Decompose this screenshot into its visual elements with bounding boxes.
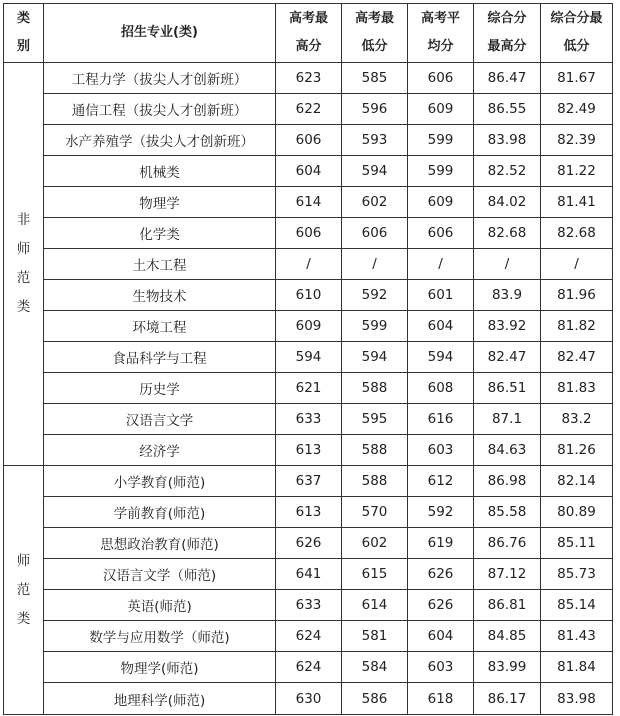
composite-max-cell: 87.12 — [474, 559, 541, 590]
gaokao-max-cell: 624 — [276, 621, 342, 652]
major-cell: 食品科学与工程 — [44, 342, 276, 373]
gaokao-avg-cell: 609 — [408, 94, 474, 125]
table-row — [4, 156, 613, 187]
major-cell: 汉语言文学（师范) — [44, 559, 276, 590]
category-char: 范 — [16, 270, 31, 286]
gaokao-max-cell: 606 — [276, 125, 342, 156]
composite-max-cell: 82.47 — [474, 342, 541, 373]
table-row — [4, 559, 613, 590]
composite-max-cell: 82.52 — [474, 156, 541, 187]
gaokao-avg-cell: 616 — [408, 404, 474, 435]
gaokao-avg-cell: 603 — [408, 652, 474, 683]
major-cell: 水产养殖学（拔尖人才创新班） — [44, 125, 276, 156]
composite-min-cell: 81.43 — [541, 621, 613, 652]
gaokao-max-cell: 609 — [276, 311, 342, 342]
composite-max-cell: 83.99 — [474, 652, 541, 683]
composite-min-cell: 85.73 — [541, 559, 613, 590]
composite-min-cell: 81.22 — [541, 156, 613, 187]
major-cell: 物理学(师范) — [44, 652, 276, 683]
gaokao-max-cell: / — [276, 249, 342, 280]
composite-max-cell: 86.55 — [474, 94, 541, 125]
major-cell: 汉语言文学 — [44, 404, 276, 435]
composite-min-cell: 82.14 — [541, 466, 613, 497]
composite-max-cell: 83.92 — [474, 311, 541, 342]
gaokao-max-cell: 633 — [276, 404, 342, 435]
table-row — [4, 497, 613, 528]
category-cell-non-normal — [4, 63, 44, 466]
header-gaokao-avg-line-2: 均分 — [427, 39, 454, 54]
gaokao-max-cell: 624 — [276, 652, 342, 683]
composite-max-cell: / — [474, 249, 541, 280]
gaokao-min-cell: 586 — [342, 683, 408, 715]
table-row — [4, 435, 613, 466]
composite-min-cell: 81.26 — [541, 435, 613, 466]
header-composite-max-line-2: 最高分 — [487, 39, 527, 54]
gaokao-avg-cell: 626 — [408, 559, 474, 590]
composite-min-cell: 81.84 — [541, 652, 613, 683]
composite-max-cell: 83.98 — [474, 125, 541, 156]
composite-max-cell: 84.85 — [474, 621, 541, 652]
table-row — [4, 249, 613, 280]
table-body — [4, 63, 613, 715]
gaokao-max-cell: 614 — [276, 187, 342, 218]
composite-min-cell: 82.39 — [541, 125, 613, 156]
table-row — [4, 683, 613, 715]
header-gaokao-avg-line-1: 高考平 — [420, 11, 460, 26]
major-cell: 经济学 — [44, 435, 276, 466]
table-row — [4, 528, 613, 559]
major-cell: 土木工程 — [44, 249, 276, 280]
composite-min-cell: 80.89 — [541, 497, 613, 528]
header-gaokao-min — [342, 4, 408, 63]
gaokao-min-cell: 596 — [342, 94, 408, 125]
composite-max-cell: 87.1 — [474, 404, 541, 435]
gaokao-min-cell: 588 — [342, 435, 408, 466]
table-row — [4, 373, 613, 404]
gaokao-avg-cell: 619 — [408, 528, 474, 559]
gaokao-max-cell: 621 — [276, 373, 342, 404]
gaokao-min-cell: 594 — [342, 156, 408, 187]
table-row — [4, 63, 613, 94]
header-gaokao-max-line-2: 高分 — [295, 39, 322, 54]
gaokao-avg-cell: 609 — [408, 187, 474, 218]
table-row — [4, 621, 613, 652]
gaokao-max-cell: 613 — [276, 435, 342, 466]
gaokao-min-cell: 593 — [342, 125, 408, 156]
header-composite-max — [474, 4, 541, 63]
composite-min-cell: 81.67 — [541, 63, 613, 94]
gaokao-min-cell: 588 — [342, 373, 408, 404]
gaokao-min-cell: 602 — [342, 187, 408, 218]
admission-scores-table — [3, 3, 613, 715]
header-gaokao-min-line-2: 低分 — [361, 39, 388, 54]
gaokao-min-cell: 602 — [342, 528, 408, 559]
gaokao-max-cell: 606 — [276, 218, 342, 249]
gaokao-avg-cell: 594 — [408, 342, 474, 373]
composite-min-cell: 82.49 — [541, 94, 613, 125]
category-char: 师 — [16, 552, 31, 569]
gaokao-min-cell: 588 — [342, 466, 408, 497]
composite-min-cell: 81.82 — [541, 311, 613, 342]
gaokao-avg-cell: 592 — [408, 497, 474, 528]
composite-max-cell: 82.68 — [474, 218, 541, 249]
major-cell: 学前教育(师范) — [44, 497, 276, 528]
gaokao-avg-cell: 626 — [408, 590, 474, 621]
category-char: 范 — [16, 581, 31, 598]
gaokao-min-cell: 592 — [342, 280, 408, 311]
category-char: 类 — [16, 299, 31, 315]
composite-max-cell: 86.47 — [474, 63, 541, 94]
header-category-line-1: 类 — [16, 11, 30, 26]
header-gaokao-max — [276, 4, 342, 63]
table-row — [4, 590, 613, 621]
composite-min-cell: 82.68 — [541, 218, 613, 249]
category-char: 类 — [16, 610, 31, 627]
major-cell: 化学类 — [44, 218, 276, 249]
table-row — [4, 280, 613, 311]
major-cell: 数学与应用数学（师范) — [44, 621, 276, 652]
gaokao-avg-cell: 618 — [408, 683, 474, 715]
table-row — [4, 466, 613, 497]
gaokao-max-cell: 637 — [276, 466, 342, 497]
table-row — [4, 652, 613, 683]
composite-min-cell: 82.47 — [541, 342, 613, 373]
gaokao-avg-cell: 599 — [408, 156, 474, 187]
gaokao-min-cell: / — [342, 249, 408, 280]
composite-min-cell: 83.98 — [541, 683, 613, 715]
header-gaokao-min-line-1: 高考最 — [354, 11, 394, 26]
table-row — [4, 218, 613, 249]
gaokao-min-cell: 599 — [342, 311, 408, 342]
header-composite-min — [541, 4, 613, 63]
gaokao-min-cell: 606 — [342, 218, 408, 249]
major-cell: 小学教育(师范) — [44, 466, 276, 497]
header-gaokao-max-line-1: 高考最 — [288, 11, 328, 26]
gaokao-avg-cell: 604 — [408, 311, 474, 342]
composite-max-cell: 83.9 — [474, 280, 541, 311]
header-category — [4, 4, 44, 63]
gaokao-max-cell: 626 — [276, 528, 342, 559]
composite-max-cell: 85.58 — [474, 497, 541, 528]
header-gaokao-avg — [408, 4, 474, 63]
composite-min-cell: 85.14 — [541, 590, 613, 621]
major-cell: 物理学 — [44, 187, 276, 218]
major-cell: 环境工程 — [44, 311, 276, 342]
composite-min-cell: / — [541, 249, 613, 280]
gaokao-avg-cell: 599 — [408, 125, 474, 156]
composite-max-cell: 86.76 — [474, 528, 541, 559]
gaokao-min-cell: 614 — [342, 590, 408, 621]
header-composite-max-line-1: 综合分 — [487, 11, 527, 26]
gaokao-min-cell: 584 — [342, 652, 408, 683]
major-cell: 思想政治教育(师范) — [44, 528, 276, 559]
gaokao-max-cell: 623 — [276, 63, 342, 94]
table-row — [4, 187, 613, 218]
gaokao-max-cell: 613 — [276, 497, 342, 528]
major-cell: 地理科学(师范) — [44, 683, 276, 715]
gaokao-max-cell: 641 — [276, 559, 342, 590]
table-row — [4, 94, 613, 125]
gaokao-min-cell: 615 — [342, 559, 408, 590]
composite-min-cell: 81.83 — [541, 373, 613, 404]
composite-max-cell: 86.98 — [474, 466, 541, 497]
header-composite-min-line-2: 低分 — [563, 39, 590, 54]
table-row — [4, 342, 613, 373]
composite-max-cell: 84.02 — [474, 187, 541, 218]
gaokao-min-cell: 570 — [342, 497, 408, 528]
gaokao-max-cell: 594 — [276, 342, 342, 373]
header-major: 招生专业(类) — [44, 4, 276, 63]
composite-max-cell: 84.63 — [474, 435, 541, 466]
composite-min-cell: 85.11 — [541, 528, 613, 559]
table-row — [4, 404, 613, 435]
major-cell: 工程力学（拔尖人才创新班） — [44, 63, 276, 94]
gaokao-min-cell: 594 — [342, 342, 408, 373]
gaokao-max-cell: 622 — [276, 94, 342, 125]
category-cell-normal — [4, 466, 44, 715]
header-row — [4, 4, 613, 63]
gaokao-avg-cell: 606 — [408, 63, 474, 94]
gaokao-avg-cell: 608 — [408, 373, 474, 404]
gaokao-avg-cell: / — [408, 249, 474, 280]
gaokao-avg-cell: 603 — [408, 435, 474, 466]
gaokao-avg-cell: 601 — [408, 280, 474, 311]
major-cell: 英语(师范) — [44, 590, 276, 621]
major-cell: 历史学 — [44, 373, 276, 404]
gaokao-max-cell: 630 — [276, 683, 342, 715]
gaokao-max-cell: 610 — [276, 280, 342, 311]
header-composite-min-line-1: 综合分最 — [550, 11, 603, 26]
composite-min-cell: 83.2 — [541, 404, 613, 435]
composite-min-cell: 81.96 — [541, 280, 613, 311]
gaokao-max-cell: 604 — [276, 156, 342, 187]
gaokao-avg-cell: 606 — [408, 218, 474, 249]
category-char: 非 — [16, 212, 31, 228]
composite-min-cell: 81.41 — [541, 187, 613, 218]
table-row — [4, 311, 613, 342]
gaokao-min-cell: 581 — [342, 621, 408, 652]
major-cell: 生物技术 — [44, 280, 276, 311]
gaokao-min-cell: 585 — [342, 63, 408, 94]
composite-max-cell: 86.81 — [474, 590, 541, 621]
gaokao-avg-cell: 612 — [408, 466, 474, 497]
category-char: 师 — [16, 241, 31, 257]
table-row — [4, 125, 613, 156]
composite-max-cell: 86.17 — [474, 683, 541, 715]
gaokao-max-cell: 633 — [276, 590, 342, 621]
gaokao-min-cell: 595 — [342, 404, 408, 435]
composite-max-cell: 86.51 — [474, 373, 541, 404]
major-cell: 通信工程（拔尖人才创新班） — [44, 94, 276, 125]
gaokao-avg-cell: 604 — [408, 621, 474, 652]
header-category-line-2: 别 — [16, 39, 30, 54]
major-cell: 机械类 — [44, 156, 276, 187]
